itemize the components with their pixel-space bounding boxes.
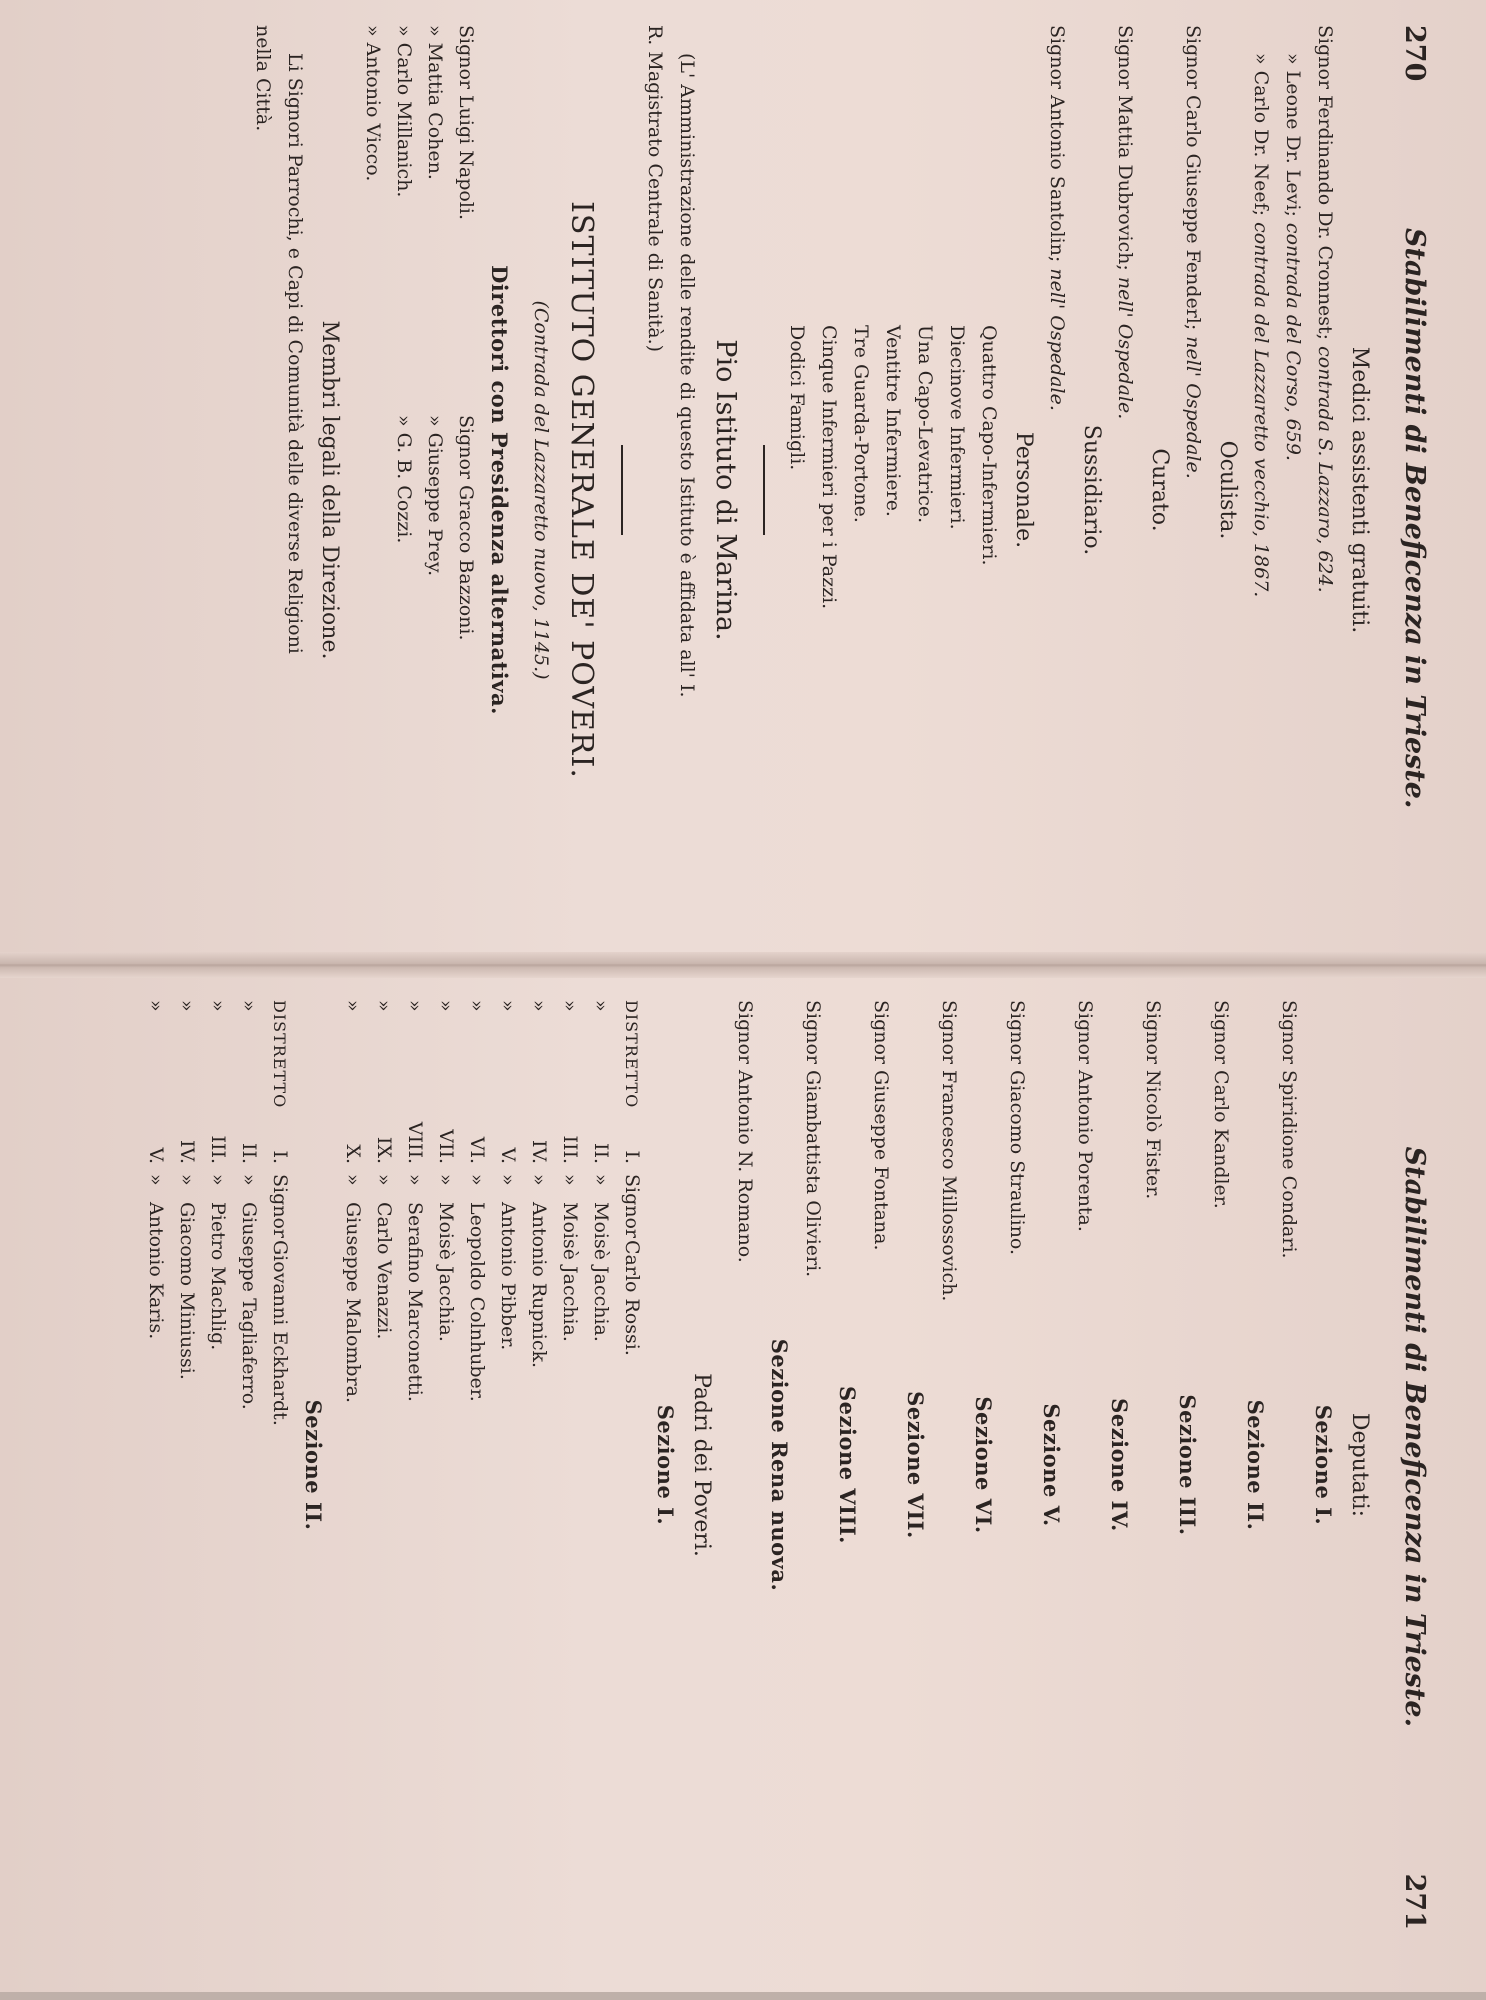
sezione-heading: Sezione VII.	[903, 1391, 928, 1539]
istituto-address: (Contrada del Lazzaretto nuovo, 1145.)	[530, 300, 552, 680]
personale-item: Ventitre Infermiere.	[882, 325, 904, 517]
medico-entry: » Leone Dr. Levi; contrada del Corso, 659.	[1282, 53, 1304, 461]
pio-note: (L' Amministrazione delle rendite di questo Istituto è affidata all' I.	[676, 53, 698, 698]
distretto-row: » VI. » Leopoldo Colnhuber.	[466, 1000, 488, 1402]
distretto-row: » IV. » Antonio Rupnick.	[528, 1000, 550, 1369]
direttori-row: » Carlo Millanich. » G. B. Cozzi.	[393, 25, 415, 544]
direttori-heading: Direttori con Presidenza alternativa.	[487, 265, 512, 715]
membri-text: nella Città.	[252, 25, 274, 132]
page-271	[0, 1000, 1430, 1930]
istituto-title: ISTITUTO GENERALE DE' POVERI.	[564, 201, 599, 779]
deputato-name: Signor Antonio Porenta.	[1074, 1000, 1096, 1232]
direttori-row: Signor Luigi Napoli. Signor Gracco Bazzoni.	[455, 25, 477, 641]
sezione-heading: Sezione Rena nuova.	[767, 1338, 792, 1592]
distretto-row: » III. » Pietro Machlig.	[207, 1000, 229, 1351]
medico-entry: Signor Ferdinando Dr. Cronnest; contrada S. Lazzaro, 624.	[1314, 25, 1336, 593]
sezione-heading: Sezione I.	[1311, 1404, 1336, 1526]
personale-heading: Personale.	[1011, 431, 1036, 549]
deputato-name: Signor Giacomo Straulino.	[1006, 1000, 1028, 1256]
book-fold	[0, 952, 1486, 978]
running-head	[1399, 25, 1430, 955]
running-head	[1399, 1000, 1430, 1930]
deputato-name: Signor Nicolò Fister.	[1142, 1000, 1164, 1200]
distretto-row: DISTRETTO I. Signor Giovanni Eckhardt.	[269, 1000, 291, 1426]
curato-heading: Curato.	[1147, 448, 1172, 532]
deputato-name: Signor Spiridione Condari.	[1278, 1000, 1300, 1259]
running-title: Stabilimenti di Beneficenza in Trieste.	[1399, 1146, 1430, 1728]
oculista-entry: Signor Carlo Giuseppe Fenderl; nell' Ospedale.	[1182, 25, 1204, 479]
distretto-row: » V. » Antonio Pibber.	[497, 1000, 519, 1351]
sezione-heading: Sezione VIII.	[835, 1386, 860, 1544]
sezione-heading: Sezione II.	[301, 1399, 326, 1531]
sezione-heading: Sezione V.	[1039, 1403, 1064, 1527]
deputato-name: Signor Giambattista Olivieri.	[802, 1000, 824, 1278]
deputato-name: Signor Antonio N. Romano.	[734, 1000, 756, 1263]
personale-item: Una Capo-Levatrice.	[914, 325, 936, 524]
padri-heading: Padri dei Poveri.	[689, 1373, 714, 1557]
pio-istituto-title: Pio Istituto di Marina.	[710, 339, 741, 641]
medici-heading: Medici assistenti gratuiti.	[1347, 346, 1372, 634]
distretto-row: » IX. » Carlo Venazzi.	[373, 1000, 395, 1340]
divider	[763, 445, 765, 535]
sezione-heading: Sezione VI.	[971, 1396, 996, 1534]
page-number: 271	[1399, 1873, 1430, 1930]
distretto-row: » II. » Moisè Jacchia.	[590, 1000, 612, 1342]
deputato-name: Signor Francesco Millossovich.	[938, 1000, 960, 1302]
personale-item: Cinque Infermieri per i Pazzi.	[818, 325, 840, 610]
curato-entry: Signor Mattia Dubrovich; nell' Ospedale.	[1114, 25, 1136, 420]
deputati-heading: Deputati:	[1347, 1412, 1372, 1518]
pio-note: R. Magistrato Centrale di Sanità.)	[644, 25, 666, 353]
sezione-heading: Sezione IV.	[1107, 1398, 1132, 1532]
page-270	[0, 25, 1430, 955]
membri-text: Li Signori Parrochi, e Capi di Comunità delle diverse Religioni	[284, 53, 306, 654]
distretto-row: » X. » Giuseppe Malombra.	[342, 1000, 364, 1404]
distretto-row: » VIII. » Serafino Marconetti.	[404, 1000, 426, 1402]
sezione-heading: Sezione III.	[1175, 1394, 1200, 1536]
sussidiario-entry: Signor Antonio Santolin; nell' Ospedale.	[1046, 25, 1068, 411]
direttori-row: » Mattia Cohen. » Giuseppe Prey.	[424, 25, 446, 577]
sezione-heading: Sezione I.	[653, 1404, 678, 1526]
deputato-name: Signor Carlo Kandler.	[1210, 1000, 1232, 1209]
personale-item: Dodici Famigli.	[786, 325, 808, 471]
oculista-heading: Oculista.	[1215, 440, 1240, 540]
medico-entry: » Carlo Dr. Neef; contrada del Lazzaretto vecchio, 1867.	[1250, 53, 1272, 598]
sussidiario-heading: Sussidiario.	[1079, 424, 1104, 556]
personale-item: Tre Guarda-Portone.	[850, 325, 872, 523]
direttori-row: » Antonio Vicco.	[362, 25, 384, 182]
page-edge	[0, 1992, 1486, 2000]
distretto-row: DISTRETTO I. Signor Carlo Rossi.	[621, 1000, 643, 1356]
page-number: 270	[1399, 25, 1430, 82]
distretto-row: » II. » Giuseppe Tagliaferro.	[238, 1000, 260, 1410]
sezione-heading: Sezione II.	[1243, 1399, 1268, 1531]
distretto-row: » VII. » Moisè Jacchia.	[435, 1000, 457, 1342]
personale-item: Quattro Capo-Infermieri.	[978, 325, 1000, 566]
distretto-row: » V. » Antonio Karis.	[145, 1000, 167, 1340]
divider	[621, 445, 623, 535]
deputato-name: Signor Giuseppe Fontana.	[870, 1000, 892, 1251]
running-title: Stabilimenti di Beneficenza in Trieste.	[1399, 227, 1430, 809]
distretto-row: » IV. » Giacomo Miniussi.	[176, 1000, 198, 1380]
membri-heading: Membri legali della Direzione.	[317, 320, 342, 660]
distretto-row: » III. » Moisè Jacchia.	[559, 1000, 581, 1342]
personale-item: Diecinove Infermieri.	[946, 325, 968, 530]
